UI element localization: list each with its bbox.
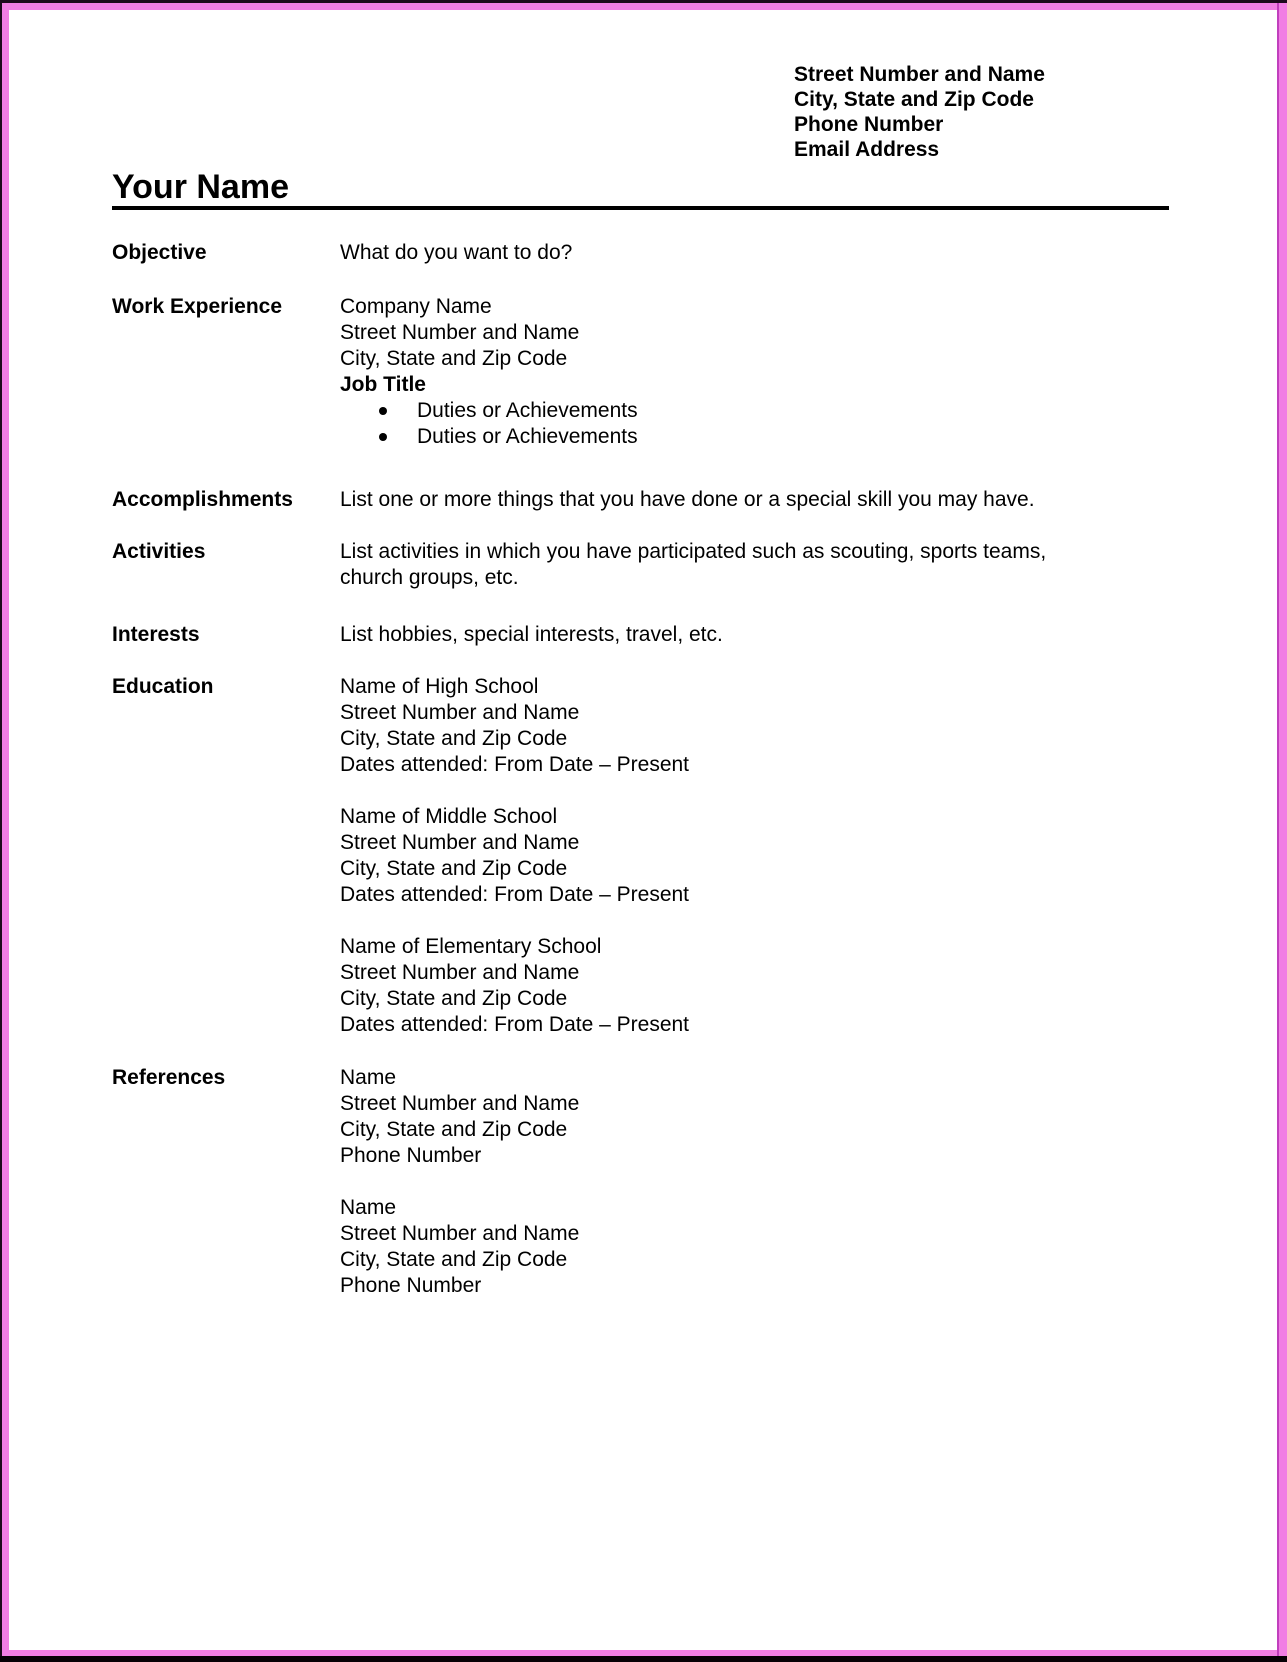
school-city: City, State and Zip Code (340, 857, 568, 880)
job-title: Job Title (340, 373, 426, 396)
page-border-inner-line (1277, 3, 1279, 1656)
duty-text: Duties or Achievements (417, 399, 638, 422)
reference-entry (340, 1065, 1169, 1169)
school-block-elementary-school (340, 934, 1169, 1038)
activities-line: church groups, etc. (340, 566, 519, 589)
school-dates: Dates attended: From Date – Present (340, 1013, 690, 1036)
contact-email: Email Address (794, 138, 940, 161)
work-experience-label: Work Experience (112, 295, 283, 318)
section-accomplishments (112, 487, 1169, 513)
interests-label: Interests (112, 623, 200, 646)
school-block-middle-school (340, 804, 1169, 908)
reference-city: City, State and Zip Code (340, 1248, 568, 1271)
school-name: Name of Elementary School (340, 935, 602, 958)
page-title: Your Name (112, 168, 1169, 210)
activities-text (340, 539, 1169, 591)
contact-street: Street Number and Name (794, 63, 1045, 86)
school-city: City, State and Zip Code (340, 727, 568, 750)
objective-text: What do you want to do? (340, 241, 573, 264)
education-value (340, 674, 1169, 1038)
references-label: References (112, 1066, 226, 1089)
activities-label: Activities (112, 540, 206, 563)
bullet-icon (379, 407, 387, 415)
accomplishments-text: List one or more things that you have done or a special skill you may have. (340, 488, 1035, 511)
accomplishments-label: Accomplishments (112, 488, 293, 511)
section-interests (112, 622, 1169, 648)
reference-city: City, State and Zip Code (340, 1118, 568, 1141)
section-references (112, 1065, 1169, 1299)
activities-line: List activities in which you have participated such as scouting, sports teams, (340, 540, 1047, 563)
reference-entry (340, 1195, 1169, 1299)
section-objective (112, 240, 1169, 266)
school-dates: Dates attended: From Date – Present (340, 883, 690, 906)
reference-street: Street Number and Name (340, 1092, 580, 1115)
reference-name: Name (340, 1196, 397, 1219)
page-border-bottom-edge (0, 1656, 1287, 1662)
reference-street: Street Number and Name (340, 1222, 580, 1245)
references-value (340, 1065, 1169, 1299)
bullet-icon (379, 433, 387, 441)
company-city: City, State and Zip Code (340, 347, 568, 370)
reference-phone: Phone Number (340, 1274, 482, 1297)
contact-city: City, State and Zip Code (794, 88, 1034, 111)
section-work-experience (112, 294, 1169, 450)
school-city: City, State and Zip Code (340, 987, 568, 1010)
interests-text: List hobbies, special interests, travel, etc. (340, 623, 723, 646)
reference-phone: Phone Number (340, 1144, 482, 1167)
school-street: Street Number and Name (340, 701, 580, 724)
school-name: Name of Middle School (340, 805, 558, 828)
school-street: Street Number and Name (340, 961, 580, 984)
company-name: Company Name (340, 295, 492, 318)
company-street: Street Number and Name (340, 321, 580, 344)
section-education (112, 674, 1169, 1038)
objective-label: Objective (112, 241, 207, 264)
school-street: Street Number and Name (340, 831, 580, 854)
contact-block (794, 0, 1169, 162)
school-block-high-school (340, 674, 1169, 778)
page-border-left-edge (0, 0, 2, 1662)
duty-text: Duties or Achievements (417, 425, 638, 448)
duty-bullet-item (340, 424, 1169, 450)
document-content (112, 0, 1169, 1299)
reference-name: Name (340, 1066, 397, 1089)
section-activities (112, 539, 1169, 591)
contact-phone: Phone Number (794, 113, 944, 136)
school-name: Name of High School (340, 675, 539, 698)
duty-bullet-item (340, 398, 1169, 424)
school-dates: Dates attended: From Date – Present (340, 753, 690, 776)
work-experience-value (340, 294, 1169, 450)
education-label: Education (112, 675, 214, 698)
